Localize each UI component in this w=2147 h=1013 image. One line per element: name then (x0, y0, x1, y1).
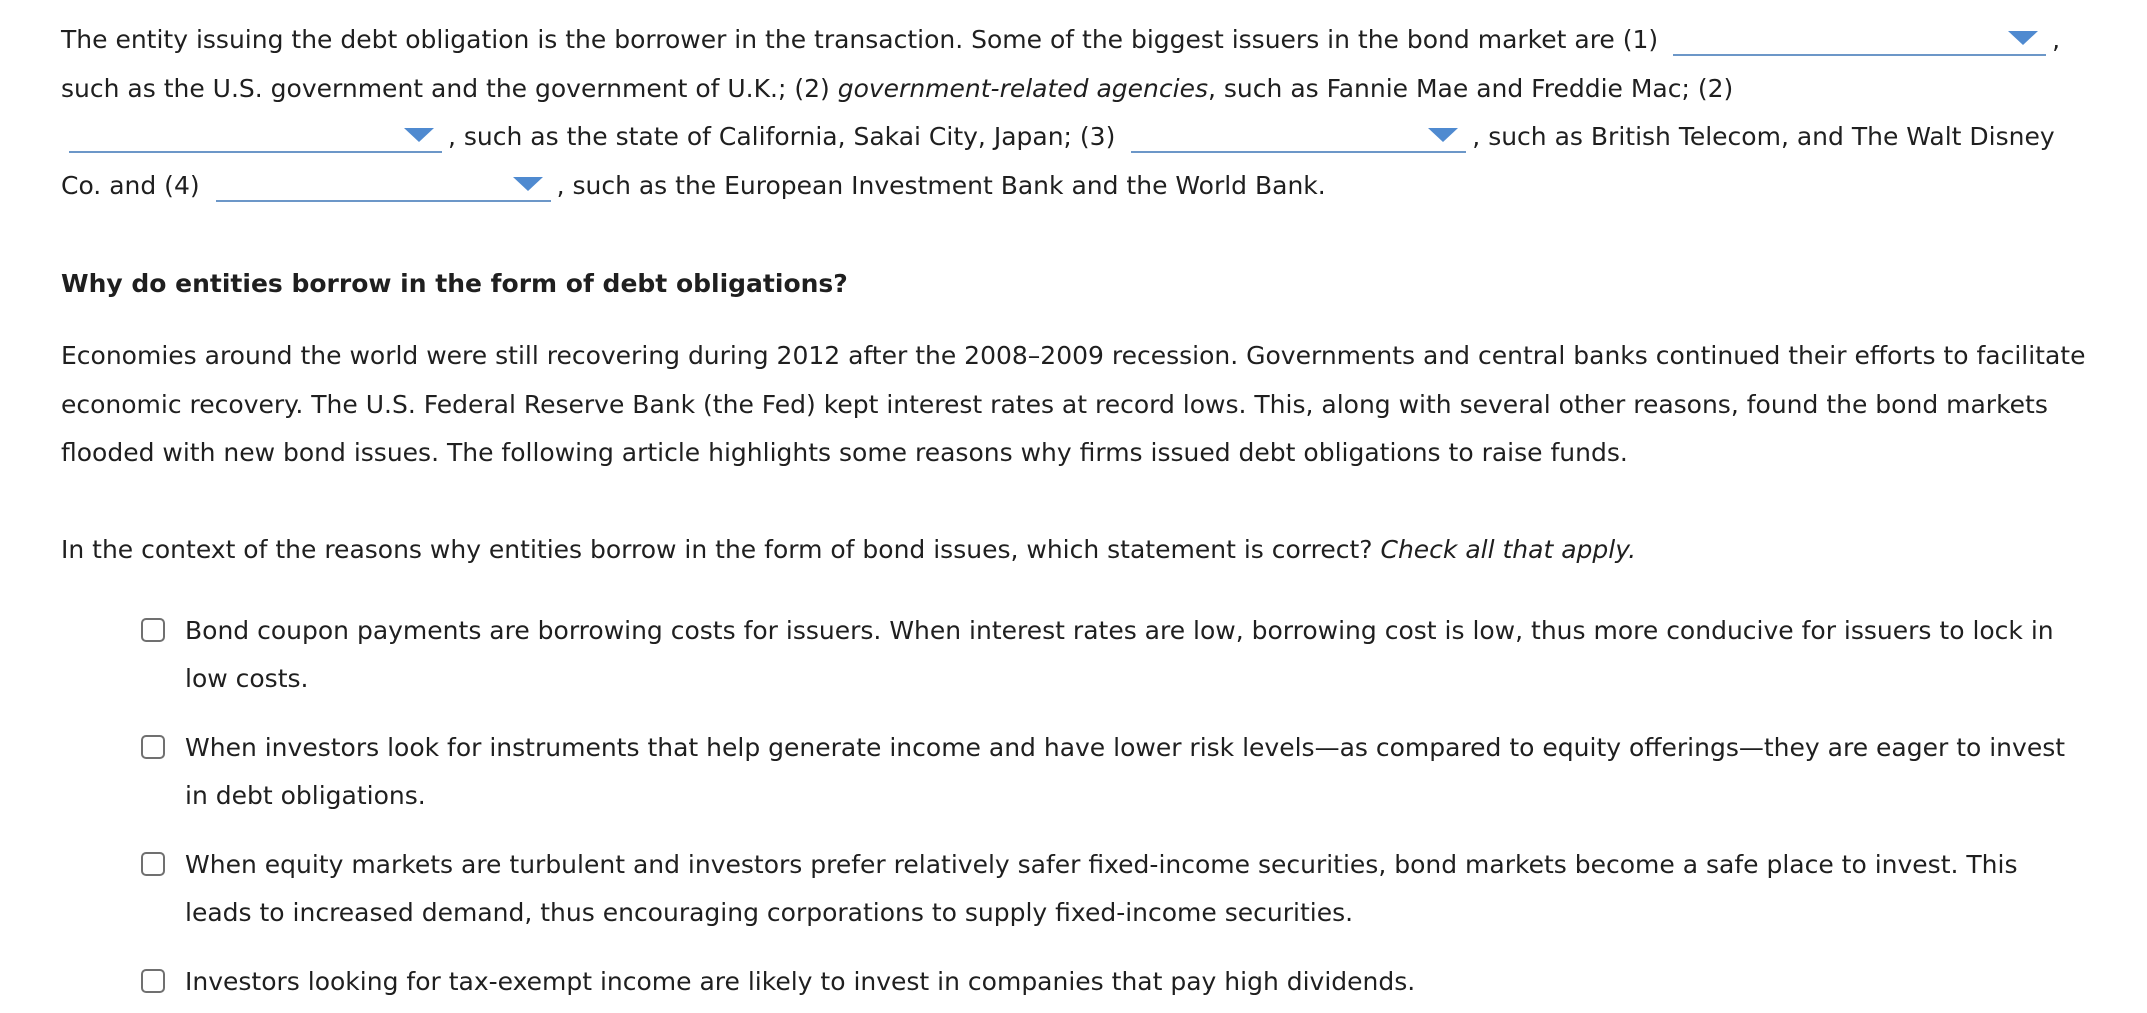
question-text: In the context of the reasons why entities borrow in the form of bond issues, which statement is correct? (61, 534, 1373, 564)
intro-sentence-3: , such as Fannie Mae and Freddie Mac; (2) (1208, 73, 1734, 103)
answer-options (61, 607, 2087, 1007)
chevron-down-icon (404, 128, 434, 142)
chevron-down-icon (1428, 128, 1458, 142)
issuer-type-dropdown-2[interactable] (69, 119, 442, 153)
chevron-down-icon (2008, 31, 2038, 45)
context-paragraph: Economies around the world were still recovering during 2012 after the 2008–2009 recession. Governments and central banks continued their efforts to facilitate economic recovery. The U.S. Federal Reserve Bank (the Fed) kept interest rates at record lows. This, along with several other reasons, found the bond markets flooded with new bond issues. The following article highlights some reasons why firms issued debt obligations to raise funds. (61, 341, 2086, 467)
intro-sentence-1: The entity issuing the debt obligation is the borrower in the transaction. Some of the biggest issuers in the bond market are (1) (61, 25, 1659, 54)
issuers-fill-in-paragraph (61, 16, 2087, 210)
intro-sentence-5: , such as British Telecom, and The Walt Disney Co. and (4) (61, 122, 2055, 200)
issuer-type-dropdown-3[interactable] (1131, 119, 1466, 153)
checkbox-1[interactable] (141, 618, 165, 642)
option-1-label: Bond coupon payments are borrowing costs for issuers. When interest rates are low, borrowing cost is low, thus more conducive for issuers to lock in low costs. (185, 615, 2054, 693)
section-heading: Why do entities borrow in the form of debt obligations? (61, 269, 848, 298)
intro-sentence-4: , such as the state of California, Sakai City, Japan; (3) (448, 122, 1116, 151)
intro-sentence-2: , such as the U.S. government and the government of U.K.; (2) (61, 25, 2061, 103)
option-4-label: Investors looking for tax-exempt income are likely to invest in companies that pay high dividends. (185, 966, 1416, 996)
intro-italic-term: government-related agencies (837, 73, 1209, 103)
issuer-type-dropdown-4[interactable] (216, 168, 551, 202)
option-1[interactable] (141, 607, 2087, 704)
intro-sentence-6: , such as the European Investment Bank and the World Bank. (556, 170, 1326, 200)
question-prompt (61, 526, 2087, 574)
issuer-type-dropdown-1[interactable] (1673, 22, 2046, 56)
checkbox-4[interactable] (141, 969, 165, 993)
checkbox-2[interactable] (141, 735, 165, 759)
option-3[interactable] (141, 841, 2087, 938)
option-2-label: When investors look for instruments that help generate income and have lower risk levels—as compared to equity offerings—they are eager to invest in debt obligations. (185, 732, 2066, 810)
option-2[interactable] (141, 724, 2087, 821)
question-instruction: Check all that apply. (1380, 534, 1637, 564)
option-4[interactable] (141, 958, 2087, 1007)
chevron-down-icon (513, 177, 543, 191)
checkbox-3[interactable] (141, 852, 165, 876)
option-3-label: When equity markets are turbulent and investors prefer relatively safer fixed-income securities, bond markets become a safe place to invest. This leads to increased demand, thus encouraging corporations to supply fixed-income securities. (185, 849, 2018, 927)
